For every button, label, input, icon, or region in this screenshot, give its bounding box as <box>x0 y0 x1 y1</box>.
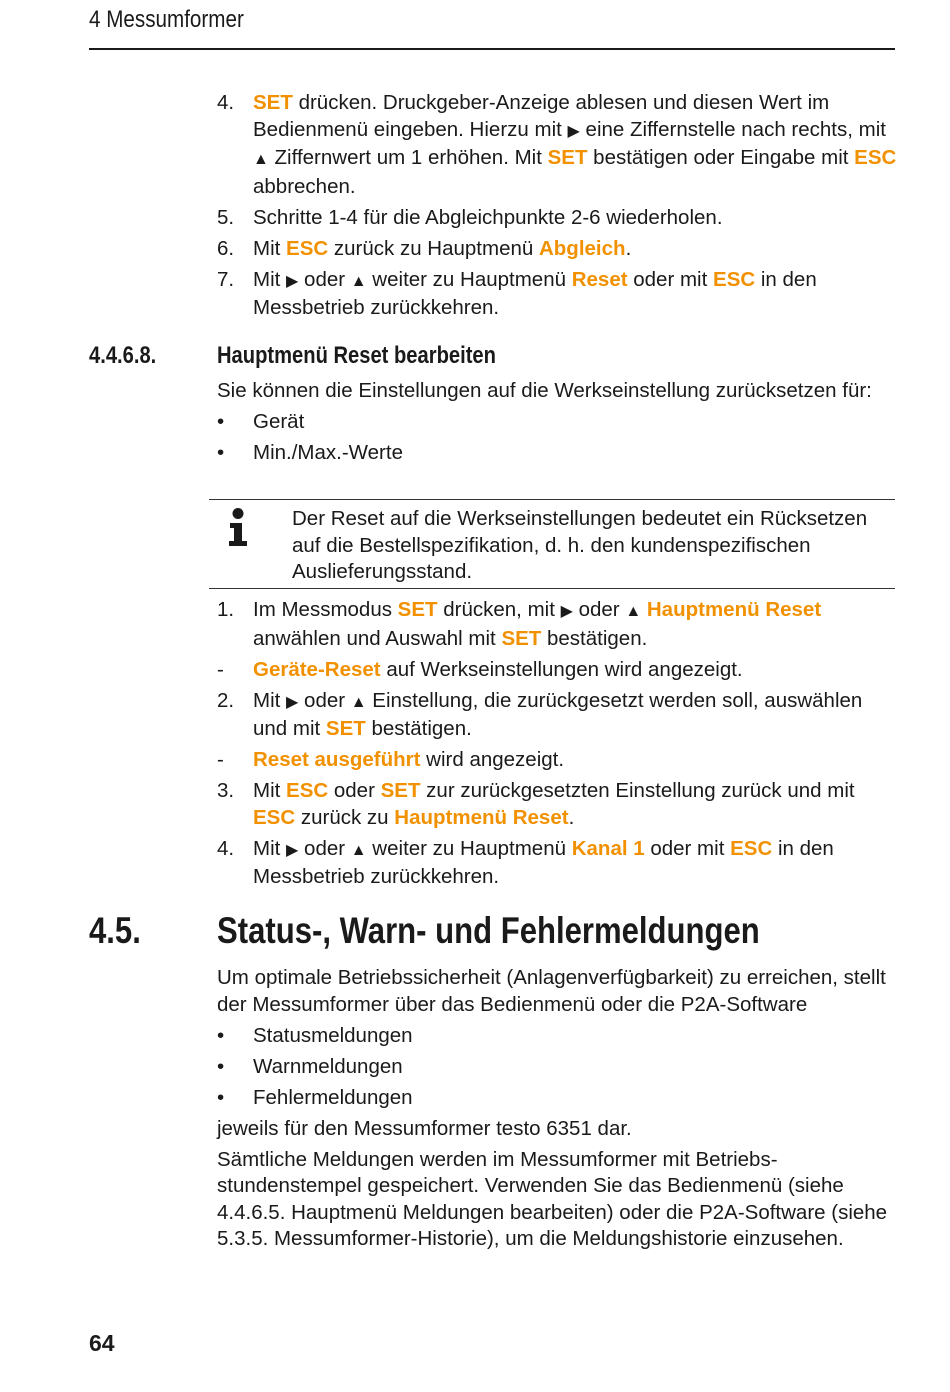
section-closing: Sämtliche Meldungen werden im Messumformer mit Betriebs-stundenstempel gespeichert. Verwenden Sie das Bedienmenü (siehe 4.4.6.5. Hauptmenü Meldungen bearbeiten) oder die P2A-Software (siehe 5.3.5. Messumformer-Historie), um die Meldungshistorie einzusehen. <box>217 1147 888 1250</box>
result-marker: - <box>217 657 224 681</box>
right-arrow-icon: ▶ <box>286 841 299 859</box>
bullet-marker: • <box>217 1054 225 1078</box>
step-text: wird angezeigt. <box>420 748 565 771</box>
right-arrow-icon: ▶ <box>567 122 580 140</box>
step-text: Mit <box>253 779 287 802</box>
list-item-reset-step-2 <box>217 688 897 743</box>
up-arrow-icon: ▲ <box>253 151 269 168</box>
step-text: Einstellung, die zurückgesetzt werden soll, auswählen und mit <box>253 688 863 740</box>
step-number: 3. <box>217 779 235 802</box>
note-text: Der Reset auf die Werkseinstellungen bedeutet ein Rücksetzen auf die Bestellspezifikation, d. h. den kundenspezifischen Auslieferungsstand. <box>292 507 868 583</box>
bullet-marker: • <box>217 410 225 433</box>
bullet-marker: • <box>217 1023 225 1047</box>
key-set: SET <box>253 91 293 114</box>
section-body <box>217 965 897 1257</box>
step-text: zur zurückgesetzten Einstellung zurück und mit <box>420 779 855 802</box>
step-number: 6. <box>217 236 235 260</box>
step-text: Mit <box>253 688 287 712</box>
step-text: Im Messmodus <box>253 598 398 621</box>
step-text: oder <box>328 779 381 802</box>
key-esc: ESC <box>730 836 773 860</box>
menu-hauptmenue-reset: Hauptmenü Reset <box>394 805 569 829</box>
key-esc: ESC <box>286 236 329 260</box>
step-text: Mit <box>253 236 287 260</box>
step-text: in den Messbetrieb zurückkehren. <box>253 836 834 888</box>
step-text: bestätigen. <box>541 626 648 650</box>
list-item-reset-step-1 <box>217 597 897 652</box>
step-text: oder <box>572 598 626 621</box>
key-esc: ESC <box>713 267 756 291</box>
step-number: 2. <box>217 688 235 712</box>
list-item-step-6 <box>217 236 897 263</box>
step-text: bestätigen oder Eingabe mit <box>587 146 855 169</box>
step-number: 4. <box>217 91 235 114</box>
key-esc: ESC <box>286 779 329 802</box>
step-text: Mit <box>253 267 287 291</box>
list-item-step-7 <box>217 267 897 322</box>
up-arrow-icon: ▲ <box>625 603 642 620</box>
step-text: in den Messbetrieb zurückkehren. <box>253 267 817 319</box>
bullet-item <box>217 440 897 467</box>
info-note <box>209 499 895 589</box>
step-number: 4. <box>217 836 235 860</box>
section-intro: Um optimale Betriebssicherheit (Anlagenverfügbarkeit) zu erreichen, stellt der Messumformer über das Bedienmenü oder die P2A-Software <box>217 966 886 1016</box>
list-item-step-4 <box>217 90 897 200</box>
top-steps-list <box>217 90 897 326</box>
step-text: oder mit <box>644 836 731 860</box>
list-item-step-5 <box>217 205 897 232</box>
display-reset-ausgefuehrt: Reset ausgeführt <box>253 748 421 771</box>
info-icon <box>226 508 250 548</box>
key-set: SET <box>547 146 588 169</box>
bullet-item <box>217 409 897 436</box>
key-esc: ESC <box>253 805 296 829</box>
bullet-marker: • <box>217 1085 225 1109</box>
header-rule <box>89 48 895 50</box>
menu-kanal-1: Kanal 1 <box>571 836 645 860</box>
reset-steps-list <box>217 597 897 895</box>
key-set: SET <box>380 779 421 802</box>
list-item-result-1 <box>217 657 897 684</box>
step-text: oder mit <box>627 267 714 291</box>
list-item-reset-step-4 <box>217 836 897 891</box>
list-item-reset-step-3 <box>217 778 897 831</box>
subsection-body <box>217 378 897 471</box>
key-esc: ESC <box>854 146 897 169</box>
menu-abgleich: Abgleich <box>538 236 626 260</box>
list-item-result-2 <box>217 747 897 774</box>
step-text: eine Ziffernstelle nach rechts, mit <box>579 117 886 141</box>
step-number: 7. <box>217 267 235 291</box>
section-number: 4.5. <box>89 910 141 951</box>
key-set: SET <box>397 598 438 621</box>
section-after-bullets: jeweils für den Messumformer testo 6351 dar. <box>217 1116 632 1140</box>
step-text: anwählen und Auswahl mit <box>253 626 502 650</box>
step-text: oder <box>298 688 351 712</box>
bullet-item <box>217 1054 897 1081</box>
step-number: 1. <box>217 598 235 621</box>
step-text: oder <box>298 267 351 291</box>
bullet-text: Fehlermeldungen <box>253 1085 413 1109</box>
display-geraete-reset: Geräte-Reset <box>253 657 381 681</box>
step-text: drücken, mit <box>437 598 561 621</box>
up-arrow-icon: ▲ <box>350 841 367 859</box>
step-text: auf Werkseinstellungen wird angezeigt. <box>380 657 743 681</box>
bullet-text: Statusmeldungen <box>253 1023 413 1047</box>
subsection-number: 4.4.6.8. <box>89 342 157 369</box>
step-text: zurück zu <box>295 805 395 829</box>
step-text: drücken. Druckgeber-Anzeige ablesen und diesen Wert im Bedienmenü eingeben. Hierzu mit <box>253 91 830 141</box>
right-arrow-icon: ▶ <box>560 603 573 620</box>
step-text: weiter zu Hauptmenü <box>366 267 572 291</box>
subsection-intro: Sie können die Einstellungen auf die Werkseinstellung zurücksetzen für: <box>217 379 872 402</box>
key-set: SET <box>501 626 542 650</box>
step-text: Ziffernwert um 1 erhöhen. Mit <box>268 146 548 169</box>
bullet-marker: • <box>217 441 225 464</box>
step-text: Schritte 1-4 für die Abgleichpunkte 2-6 wiederholen. <box>253 205 723 229</box>
step-text: weiter zu Hauptmenü <box>366 836 572 860</box>
step-text: . <box>625 236 632 260</box>
page-number: 64 <box>89 1330 115 1356</box>
up-arrow-icon: ▲ <box>350 272 367 290</box>
step-text: . <box>568 805 575 829</box>
bullet-text: Warnmeldungen <box>253 1054 403 1078</box>
menu-hauptmenue-reset: Hauptmenü Reset <box>646 598 822 621</box>
result-marker: - <box>217 748 224 771</box>
step-number: 5. <box>217 205 235 229</box>
step-text: abbrechen. <box>253 174 356 198</box>
bullet-item <box>217 1023 897 1050</box>
menu-reset: Reset <box>571 267 628 291</box>
step-text: zurück zu Hauptmenü <box>328 236 539 260</box>
subsection-title: Hauptmenü Reset bearbeiten <box>217 342 496 369</box>
section-title: Status-, Warn- und Fehlermeldungen <box>217 910 760 951</box>
step-text: bestätigen. <box>365 717 472 740</box>
bullet-text: Gerät <box>253 410 305 433</box>
up-arrow-icon: ▲ <box>350 693 367 711</box>
right-arrow-icon: ▶ <box>286 272 299 290</box>
running-header: 4 Messumformer <box>89 6 244 33</box>
step-text: oder <box>298 836 351 860</box>
bullet-item <box>217 1085 897 1112</box>
bullet-text: Min./Max.-Werte <box>253 441 403 464</box>
key-set: SET <box>325 717 366 740</box>
step-text: Mit <box>253 836 287 860</box>
right-arrow-icon: ▶ <box>286 693 299 711</box>
